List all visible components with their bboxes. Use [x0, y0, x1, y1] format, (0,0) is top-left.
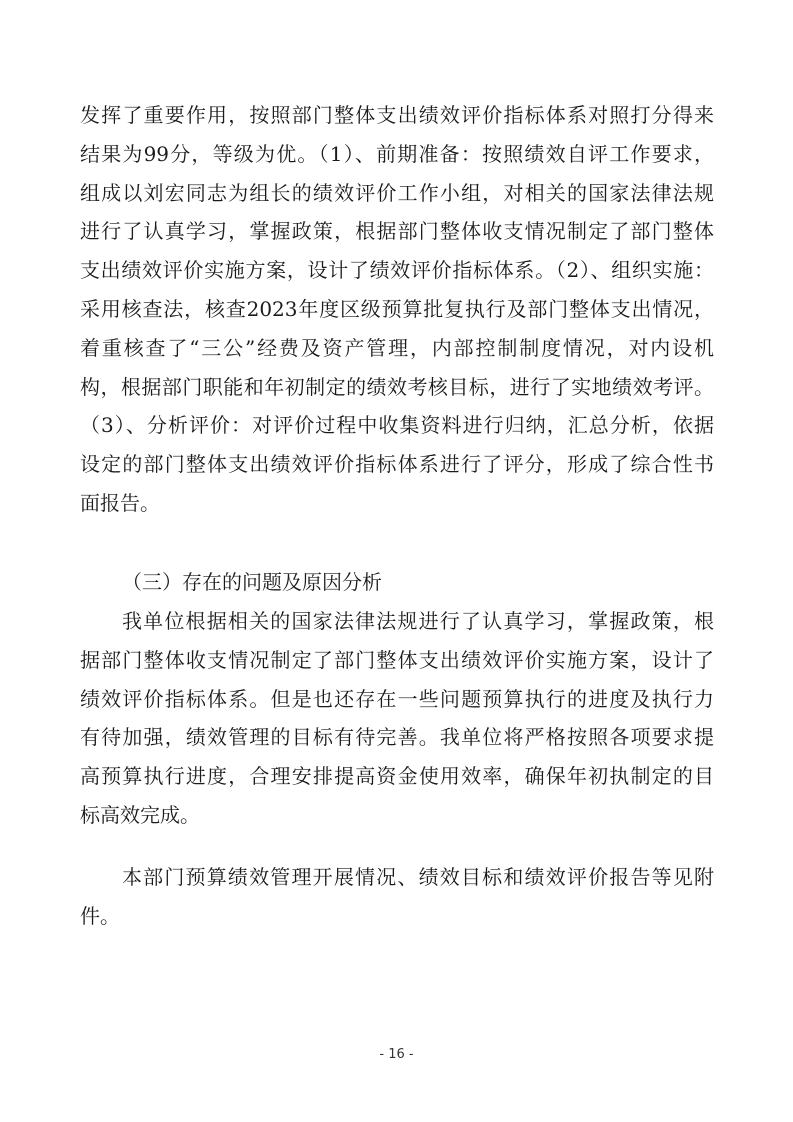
text-line: 着重核查了“三公”经费及资产管理，内部控制制度情况，对内设机: [80, 335, 714, 360]
text-line: 本部门预算绩效管理开展情况、绩效目标和绩效评价报告等见附: [122, 865, 714, 889]
text-line: 有待加强，绩效管理的目标有待完善。我单位将严格按照各项要求提: [80, 725, 714, 750]
paragraph-attachment-note: [80, 858, 714, 936]
section-heading: [80, 563, 714, 602]
text-line: （3）、分析评价：对评价过程中收集资料进行归纳，汇总分析，依据: [80, 413, 714, 438]
text-line: 结果为99分，等级为优。（1）、前期准备：按照绩效自评工作要求，: [80, 141, 714, 166]
text-line: 我单位根据相关的国家法律法规进行了认真学习，掌握政策，根: [122, 609, 714, 633]
text-line: 设定的部门整体支出绩效评价指标体系进行了评分，形成了综合性书: [80, 452, 714, 477]
paragraph-evaluation-process: [80, 96, 714, 523]
text-line: 高预算执行进度，合理安排提高资金使用效率，确保年初执制定的目: [80, 764, 714, 789]
text-line: 支出绩效评价实施方案，设计了绩效评价指标体系。（2）、组织实施：: [80, 258, 714, 283]
page-number: - 16 -: [379, 1047, 414, 1062]
text-line: 面报告。: [80, 490, 160, 515]
text-line: 组成以刘宏同志为组长的绩效评价工作小组，对相关的国家法律法规: [80, 180, 714, 205]
text-line: 据部门整体收支情况制定了部门整体支出绩效评价实施方案，设计了: [80, 647, 714, 672]
text-line: 进行了认真学习，掌握政策，根据部门整体收支情况制定了部门整体: [80, 219, 714, 244]
text-line: 绩效评价指标体系。但是也还存在一些问题预算执行的进度及执行力: [80, 686, 714, 711]
text-line: 构，根据部门职能和年初制定的绩效考核目标，进行了实地绩效考评。: [80, 374, 714, 399]
text-line: 件。: [80, 903, 120, 928]
paragraph-problems-analysis: [80, 602, 714, 835]
text-line: 发挥了重要作用，按照部门整体支出绩效评价指标体系对照打分得来: [80, 103, 714, 127]
section-heading-text: （三）存在的问题及原因分析: [122, 570, 382, 594]
text-line: 采用核查法，核查2023年度区级预算批复执行及部门整体支出情况，: [80, 296, 714, 321]
text-line: 标高效完成。: [80, 802, 200, 827]
